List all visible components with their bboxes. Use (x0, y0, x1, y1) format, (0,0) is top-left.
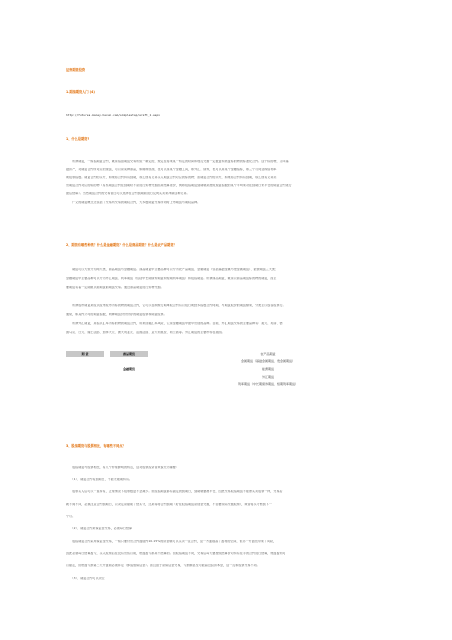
paragraph-line: 股票买入后可以一直持有，正常情况下股票数量不会减少。但股指期货都有固定的到期日，到期就要被平仓，因此交易股指期货不能像买卖股票一样，交易后 (66, 490, 283, 493)
paragraph-line: 要期货有着一定期限以前期货前期货交易。通过商品期货进行实物交割。 (66, 286, 164, 289)
paragraph-line: 股指期货与股票相比，有几个非常鲜明的特点，这对股票投资者来说尤为重要： (66, 466, 179, 469)
paragraph-line: 所谓股市期货是股以股市股市为标的物的期货合约，它可以在制规行期单股合约有以股行或经多指数合约同期，与期货股价的期货额来，分类主以成各股票行。 (66, 304, 286, 307)
paragraph-line: 所谓外汇期货，是指以汇率为标的物的期货合约，用来回避汇率风险，它是金融期货中最早出现的品种。目前，外汇期货交易的主要品种有：美元、英镑、德 (66, 322, 283, 325)
paragraph-line: 个月。 (66, 515, 76, 518)
section-1-heading: 1.期指期货入门 (4) (66, 90, 95, 94)
table-cell-agri: 农产品期货 (260, 352, 276, 356)
section-3-heading: 3、股指期货与股票相比，有哪些不同点？ (66, 444, 126, 448)
section-2-heading: 2、期货有哪些种类？什么是金融期货？什么是商品期货？什么是农产品期货？ (66, 243, 177, 247)
table-cell-commodity-futures: 商品期货 (110, 351, 148, 357)
paragraph-line: 所谓期货，一般指期货合约，就是指由期货交易所统一制定的，规定在将来某一特定的时间和地点交割一定数量和质量标的物的标准化合约。这个标的物，又叫基 (66, 160, 289, 163)
paragraph-line: 因此必须每日结算盈亏，买入股票后在没有出售以前，账面盈亏都是不结算的。但股指期货不同，交易后每天要按照结算价对持有在手的合约进行结算，账面盈利可 (66, 552, 286, 555)
paragraph-line: 广义的期货概念还包括了交易所交易的期权合约，大多数期货交易所同时上市期货与期权品种。 (66, 201, 201, 204)
paragraph-line: 期货可以大致分为两大类，商品期货与金融期货。商品期货中主要品种可以分为农产品期货、金属期货（包括基础金属与贵金属期货）、能源期货三大类； (66, 268, 279, 271)
paragraph-line: 出期货合约对应的标的物（有些期货合约在到期时不是进行实物交割而是结算差价，例如股指期货到期就是按照现货指数的某个平均来对在到期日未平仓的期货合约进行 (66, 184, 292, 187)
paragraph-line: （1）、期货合约有到期日，不能无限期持有。 (66, 478, 133, 481)
paragraph-line: 以提走，但账面亏损第二天开盘前必须补足（即追加保证金）。而且由于是保证金交易，亏损额甚至可能超过投资本金，这一点和股票交易不同。 (66, 564, 260, 567)
table-cell-futures: 期 货 (66, 351, 104, 357)
doc-title: 证券期货投资 (66, 68, 86, 72)
paragraph-line: 股指期货合约采用保证金交易，一般只要付出合约面值约10-15%的资金就可以买卖一张合约，这一方面提高了盈利的空间，但另一方面也带来了风险， (66, 540, 277, 543)
paragraph-line: 国马克、日元、瑞士法郎、加拿大元、澳大利亚元、法国法郎、意大利里拉、荷兰盾等。外汇期货的主要市场在美国。 (66, 331, 225, 334)
paragraph-line: 就不闻不问，必须注意合约到期日，以决定是提前了结头寸，还是等待合约到期（好在股指期货是现金交割，不需要实际交割股票），或者将头寸转到下一 (66, 503, 272, 506)
table-cell-fx: 外汇期货 (261, 374, 274, 379)
table-cell-energy: 能源期货 (261, 367, 274, 371)
paragraph-line: 或股票指数。期货合约的买方，如果将合约持有到期，那么他有义务买入期货合约对应的标的物；而期货合约的卖方，如果将合约持有到期，那么他有义务卖 (66, 176, 277, 179)
paragraph-line: （2）、期货合约是保证金交易，必须每日结算 (66, 527, 133, 530)
paragraph-line: 础资产，对期货合约所对应的现货，可以是某种商品，如铜或原油，也可以是某个金融工具，如外汇、债券，也可以是某个金融指标，如三个月同业拆借利率 (66, 168, 277, 171)
source-url[interactable]: http://futures.money.hexun.com/simplestop/araft_1.aspx (66, 113, 160, 117)
paragraph-line: （3）、期货合约可以卖空 (66, 577, 105, 580)
paragraph-line: 通常，如其约公司的期货指数，向种期货价价价存的期货股票和期货股票。 (66, 313, 167, 316)
table-cell-metal: 金属期货（基础金属期货、贵金属期货） (240, 359, 295, 363)
table-cell-financial-futures: 金融期货 (122, 367, 135, 371)
paragraph-line: 金融期货中主要品种可以分为外汇期货、利率期货（包括中长期债券期货和短期利率期货）和股指期货。所谓商品期货，就是以商品期货标的物的期货，而主 (66, 277, 277, 280)
paragraph-line: 最后结算）。当然期货合约的交易者还可以选择在合约到期前进行反向买卖来冲销这种义务。 (66, 192, 190, 195)
section-1-subheading: 1、什么是期货? (66, 137, 90, 141)
futures-classification-table (66, 351, 388, 387)
table-cell-rate: 利率期货（中长期债券期货、短期利率期货） (237, 381, 298, 386)
